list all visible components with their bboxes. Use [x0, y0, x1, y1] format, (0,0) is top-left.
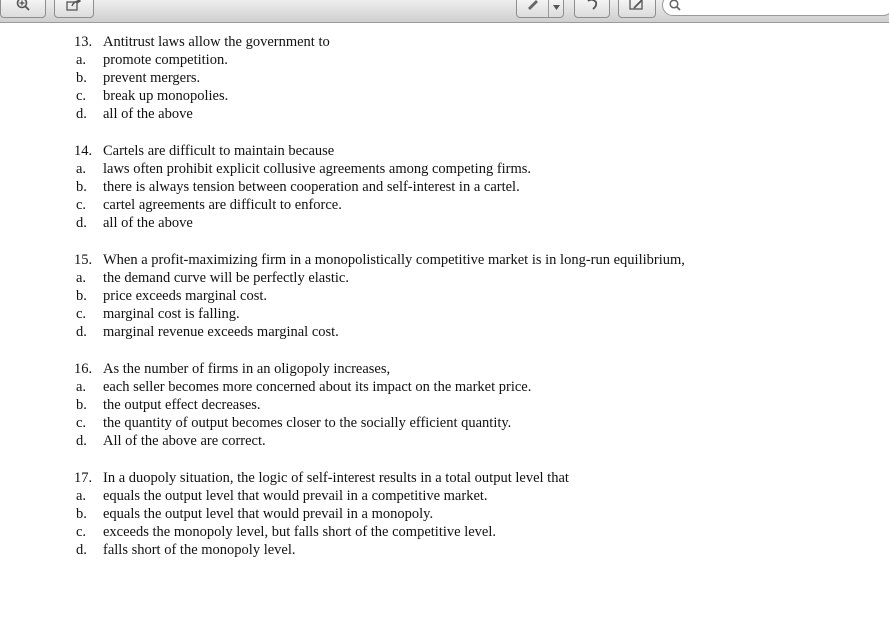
toolbar: [0, 0, 889, 23]
share-button[interactable]: [54, 0, 94, 18]
option-text: prevent mergers.: [103, 70, 201, 86]
option-text: all of the above: [103, 215, 193, 231]
option-letter: b.: [76, 397, 87, 413]
question-stem: In a duopoly situation, the logic of self-interest results in a total output level that: [103, 470, 569, 486]
option-letter: d.: [76, 433, 87, 449]
search-icon: [669, 0, 681, 16]
option-letter: c.: [76, 306, 87, 322]
option-letter: d.: [76, 106, 87, 122]
question-stem: When a profit-maximizing firm in a monopolistically competitive market is in long-run equilibrium,: [103, 252, 685, 268]
markup-button[interactable]: [618, 0, 656, 18]
option-text: the output effect decreases.: [103, 397, 261, 413]
option-text: marginal cost is falling.: [103, 306, 240, 322]
option-text: equals the output level that would prevail in a competitive market.: [103, 488, 488, 504]
option-letter: a.: [76, 488, 87, 504]
option-text: marginal revenue exceeds marginal cost.: [103, 324, 339, 340]
zoom-in-button[interactable]: [0, 0, 46, 18]
option-text: break up monopolies.: [103, 88, 229, 104]
question-number: 16.: [74, 361, 93, 377]
option-text: All of the above are correct.: [103, 433, 266, 449]
option-text: falls short of the monopoly level.: [103, 542, 296, 558]
option-letter: d.: [76, 542, 87, 558]
option-letter: b.: [76, 179, 87, 195]
option-letter: a.: [76, 161, 87, 177]
option-letter: b.: [76, 288, 87, 304]
question-number: 15.: [74, 252, 93, 268]
option-letter: a.: [76, 379, 87, 395]
question-stem: As the number of firms in an oligopoly increases,: [103, 361, 391, 377]
option-text: each seller becomes more concerned about its impact on the market price.: [103, 379, 532, 395]
option-text: the demand curve will be perfectly elastic.: [103, 270, 349, 286]
option-text: promote competition.: [103, 52, 228, 68]
option-text: price exceeds marginal cost.: [103, 288, 267, 304]
option-text: equals the output level that would prevail in a monopoly.: [103, 506, 434, 522]
option-letter: d.: [76, 324, 87, 340]
zoom-in-icon: [16, 0, 30, 15]
rotate-icon: [585, 0, 599, 14]
option-text: laws often prohibit explicit collusive agreements among competing firms.: [103, 161, 532, 177]
option-text: there is always tension between cooperation and self-interest in a cartel.: [103, 179, 520, 195]
pen-dropdown-button[interactable]: [548, 0, 563, 17]
option-letter: c.: [76, 88, 87, 104]
question-number: 17.: [74, 470, 93, 486]
pen-icon: [526, 0, 540, 14]
markup-icon: [629, 0, 645, 14]
option-letter: a.: [76, 52, 87, 68]
option-letter: b.: [76, 506, 87, 522]
option-text: the quantity of output becomes closer to the socially efficient quantity.: [103, 415, 512, 431]
question-number: 14.: [74, 143, 93, 159]
pen-tool-group[interactable]: [516, 0, 564, 18]
question-stem: Cartels are difficult to maintain because: [103, 143, 335, 159]
option-letter: c.: [76, 415, 87, 431]
question-stem: Antitrust laws allow the government to: [103, 34, 330, 50]
option-letter: b.: [76, 70, 87, 86]
option-letter: c.: [76, 524, 87, 540]
search-input[interactable]: [662, 0, 889, 16]
pen-button[interactable]: [517, 0, 548, 17]
option-letter: a.: [76, 270, 87, 286]
share-icon: [66, 0, 82, 15]
option-letter: c.: [76, 197, 87, 213]
question-number: 13.: [74, 34, 93, 50]
dropdown-arrow-icon: [553, 0, 560, 14]
rotate-button[interactable]: [574, 0, 610, 18]
option-text: exceeds the monopoly level, but falls short of the competitive level.: [103, 524, 497, 540]
option-text: all of the above: [103, 106, 193, 122]
option-letter: d.: [76, 215, 87, 231]
option-text: cartel agreements are difficult to enforce.: [103, 197, 342, 213]
